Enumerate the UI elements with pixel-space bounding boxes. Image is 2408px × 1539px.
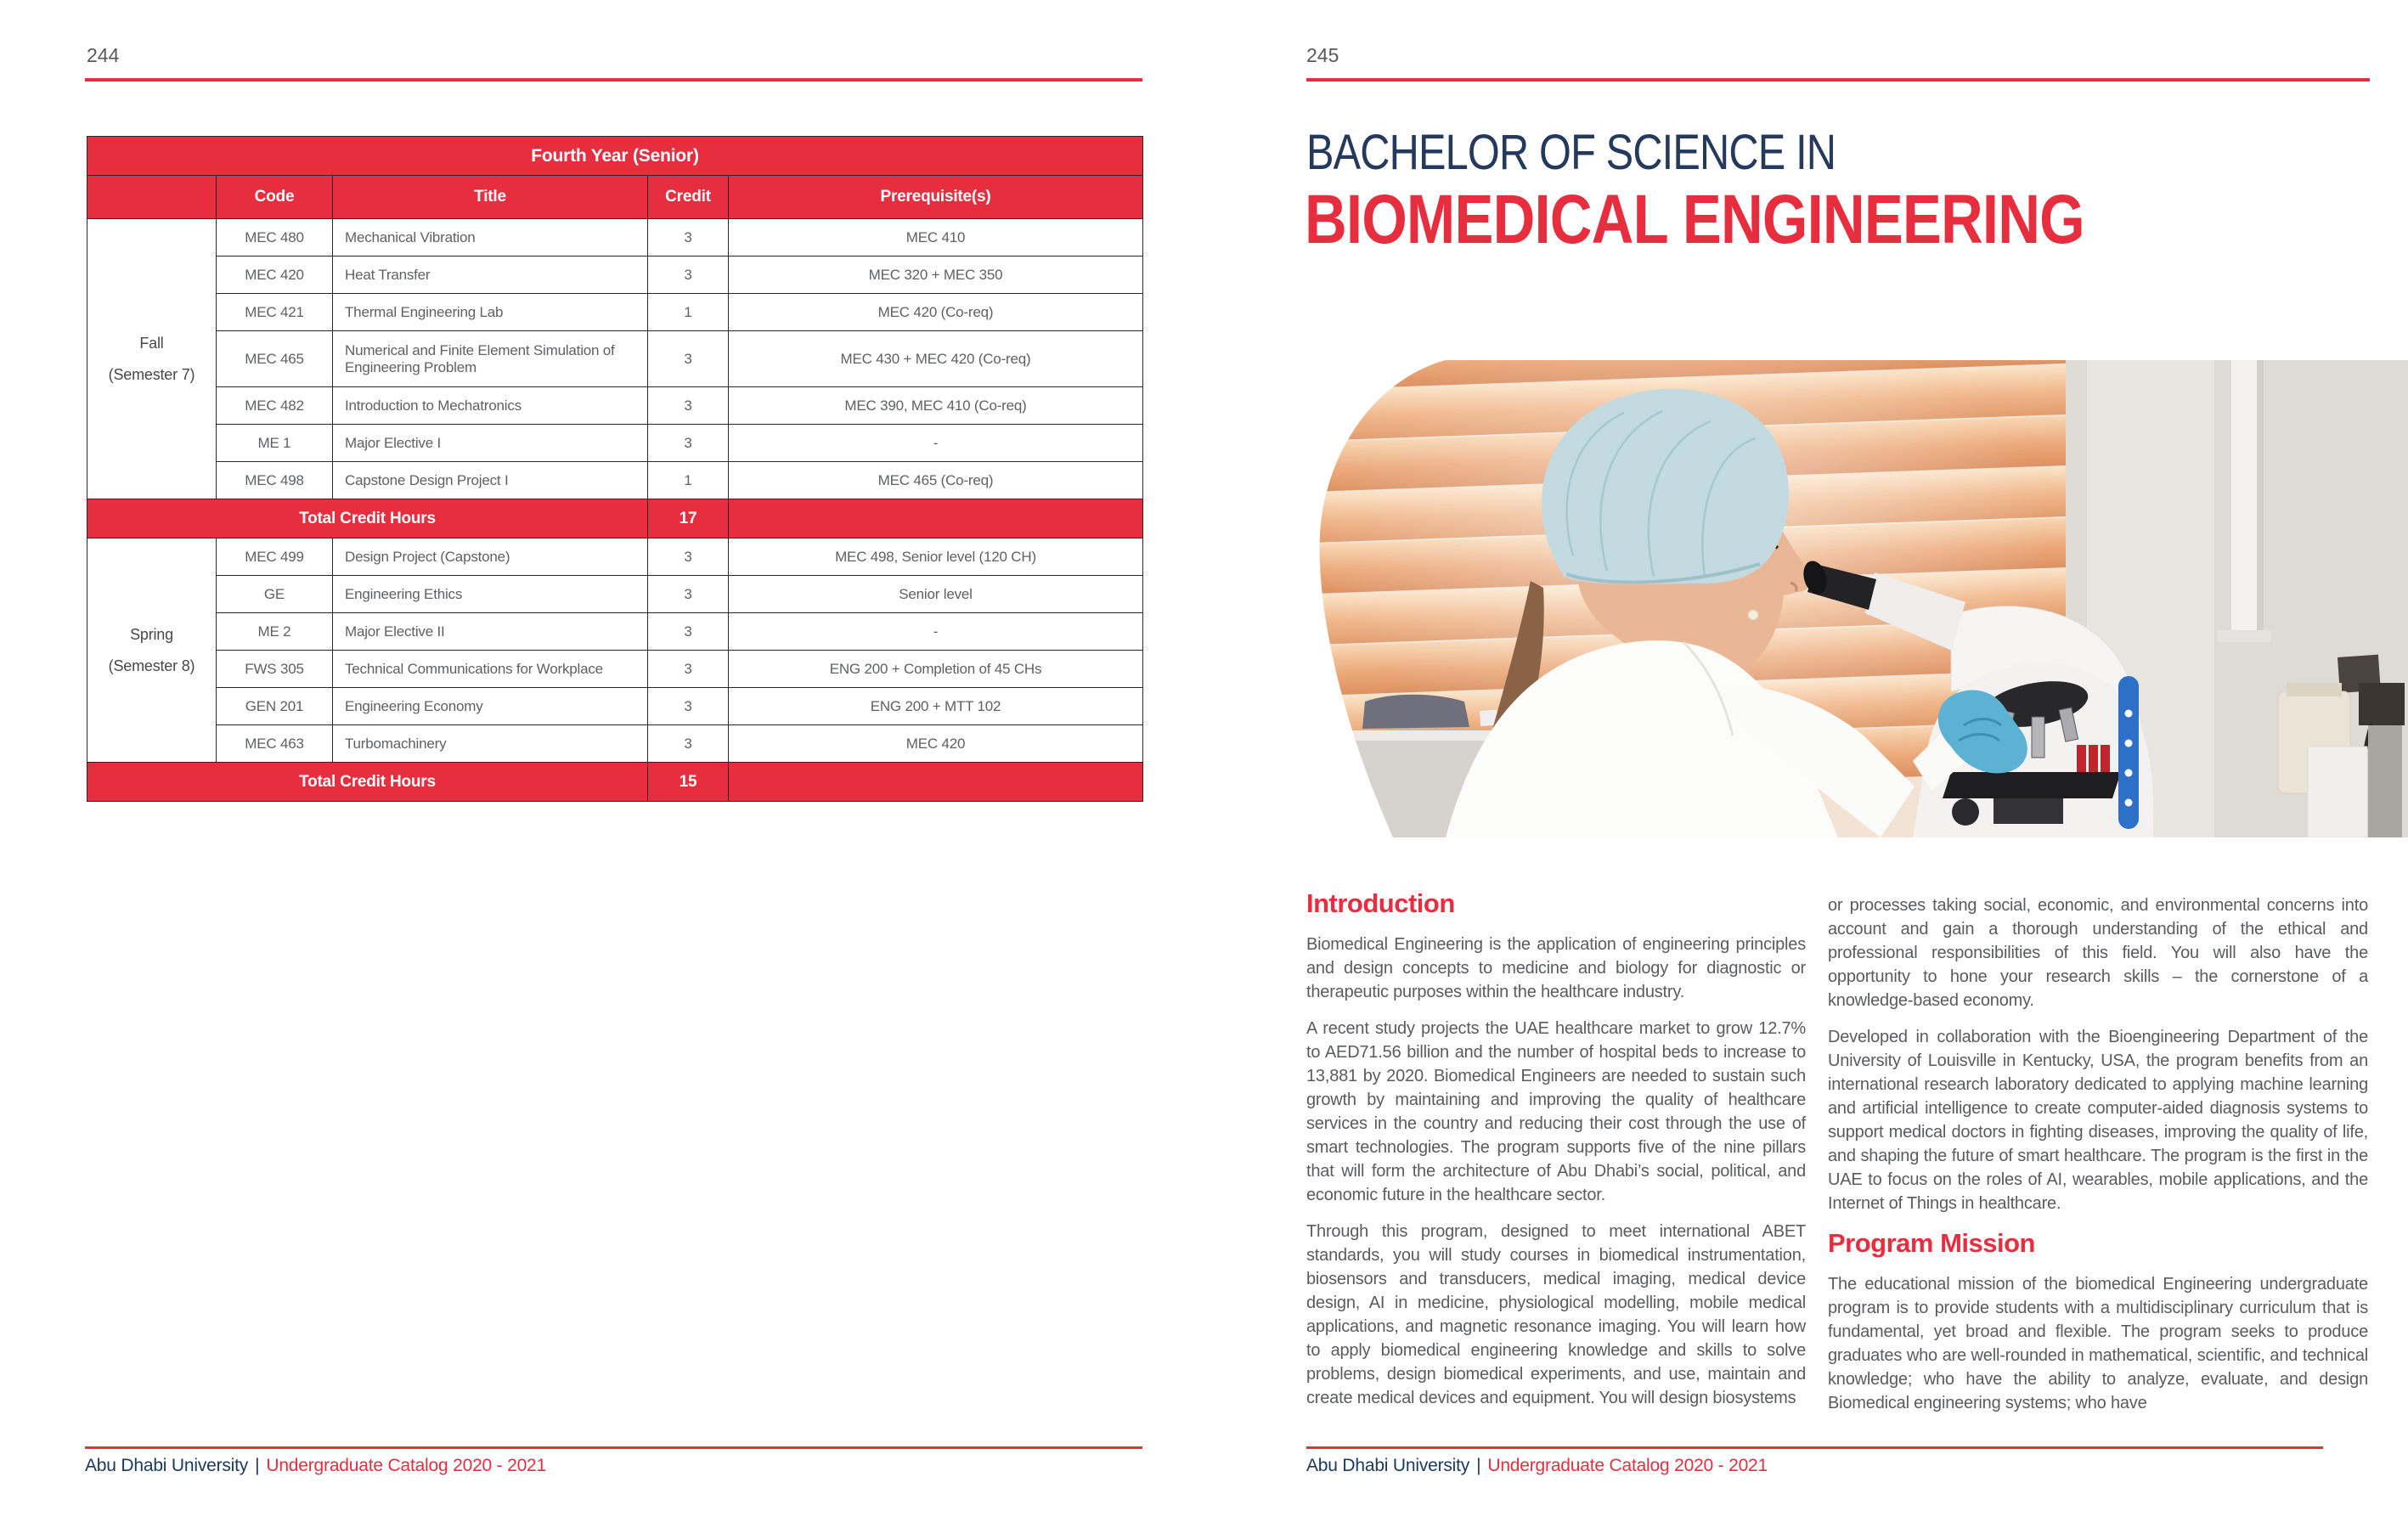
- right-footer: [1306, 1456, 1768, 1476]
- course-credit: 3: [648, 651, 729, 688]
- intro-paragraph-3: Through this program, designed to meet international ABET standards, you will study courses in biomedical instrumentation, biosensors and transducers, medical imaging, medical device design, AI in medicine, physiological modelling, mobile medical applications, and magnetic resonance imaging. You will learn how to apply biomedical engineering knowledge and skills to solve problems, design biomedical experiments, and use, maintain and create medical devices and equipment. You will design biosystems: [1306, 1222, 1806, 1407]
- table-row: [87, 256, 1143, 294]
- degree-title-line1: BACHELOR OF SCIENCE IN: [1306, 125, 1836, 180]
- footer-university: Abu Dhabi University: [85, 1456, 249, 1475]
- right-header-rule: [1306, 78, 2370, 82]
- course-prereq: MEC 420: [729, 725, 1143, 763]
- course-title: Thermal Engineering Lab: [333, 294, 648, 331]
- course-table: [87, 136, 1143, 802]
- footer-catalog: Undergraduate Catalog 2020 - 2021: [266, 1456, 547, 1475]
- table-row: [87, 576, 1143, 613]
- col-header-semester: [87, 176, 217, 219]
- semester-cell-fall: [87, 219, 217, 499]
- lab-photo-illustration: [1318, 360, 2408, 837]
- course-title: Capstone Design Project I: [333, 462, 648, 499]
- total-row-fall: [87, 499, 1143, 538]
- course-credit: 1: [648, 462, 729, 499]
- collaboration-paragraph: Developed in collaboration with the Bioengineering Department of the University of Louisville in Kentucky, USA, the program benefits from an international research laboratory dedicated to applying machine learning and artificial intelligence to create computer-aided diagnosis systems to support medical doctors in fighting diseases, improving the quality of life, and shaping the future of smart healthcare. The program is the first in the UAE to focus on the roles of AI, wearables, mobile applications, and the Internet of Things in healthcare.: [1828, 1028, 2368, 1213]
- right-column: [1828, 894, 2368, 1428]
- course-code: MEC 465: [217, 331, 333, 387]
- right-page-number: 245: [1306, 44, 1339, 66]
- course-credit: 3: [648, 725, 729, 763]
- course-title: Mechanical Vibration: [333, 219, 648, 256]
- total-value: 17: [648, 499, 729, 538]
- left-footer: [85, 1456, 546, 1476]
- table-title: Fourth Year (Senior): [87, 137, 1143, 176]
- total-empty-cell: [729, 499, 1143, 538]
- table-row: [87, 425, 1143, 462]
- col-header-title: Title: [333, 176, 648, 219]
- footer-university: Abu Dhabi University: [1306, 1456, 1470, 1475]
- course-code: MEC 480: [217, 219, 333, 256]
- semester-cell-spring: [87, 538, 217, 763]
- col-header-credit: Credit: [648, 176, 729, 219]
- intro-paragraph-1: Biomedical Engineering is the application of engineering principles and design concepts to medicine and biology for diagnostic or therapeutic purposes within the healthcare industry.: [1306, 935, 1806, 1001]
- course-prereq: MEC 420 (Co-req): [729, 294, 1143, 331]
- semester-name: Fall: [139, 334, 164, 352]
- semester-name: Spring: [130, 625, 173, 643]
- course-code: ME 1: [217, 425, 333, 462]
- course-prereq: MEC 498, Senior level (120 CH): [729, 538, 1143, 576]
- course-code: GEN 201: [217, 688, 333, 725]
- total-label: Total Credit Hours: [87, 499, 648, 538]
- course-code: ME 2: [217, 613, 333, 651]
- course-prereq: MEC 430 + MEC 420 (Co-req): [729, 331, 1143, 387]
- mission-heading: Program Mission: [1828, 1228, 2035, 1258]
- course-credit: 3: [648, 219, 729, 256]
- course-prereq: -: [729, 425, 1143, 462]
- course-title: Introduction to Mechatronics: [333, 387, 648, 425]
- total-empty-cell: [729, 763, 1143, 802]
- course-title: Design Project (Capstone): [333, 538, 648, 576]
- col-header-code: Code: [217, 176, 333, 219]
- right-footer-rule: [1306, 1446, 2323, 1449]
- course-code: MEC 463: [217, 725, 333, 763]
- left-page-number: 244: [87, 44, 120, 66]
- footer-separator: |: [255, 1456, 260, 1475]
- course-code: MEC 498: [217, 462, 333, 499]
- intro-continuation-paragraph: or processes taking social, economic, and environmental concerns into account and gain a thorough understanding of the ethical and professional responsibilities of this field. You will also have the opportunity to hone your research skills – the cornerstone of a knowledge-based economy.: [1828, 896, 2368, 1010]
- course-prereq: ENG 200 + MTT 102: [729, 688, 1143, 725]
- course-code: MEC 482: [217, 387, 333, 425]
- table-row: [87, 688, 1143, 725]
- degree-title-line2: BIOMEDICAL ENGINEERING: [1305, 181, 2084, 258]
- course-credit: 3: [648, 331, 729, 387]
- course-title: Numerical and Finite Element Simulation of Engineering Problem: [333, 331, 648, 387]
- table-row: [87, 294, 1143, 331]
- semester-number: (Semester 7): [108, 365, 195, 383]
- course-title: Major Elective II: [333, 613, 648, 651]
- total-row-spring: [87, 763, 1143, 802]
- mission-paragraph: The educational mission of the biomedical Engineering undergraduate program is to provide students with a multidisciplinary curriculum that is fundamental, yet broad and flexible. The program seeks to produce graduates who are well-rounded in mathematical, scientific, and technical knowledge; who have the ability to analyze, evaluate, and design Biomedical engineering systems; who have: [1828, 1275, 2368, 1412]
- intro-paragraph-2: A recent study projects the UAE healthcare market to grow 12.7% to AED71.56 billion and the number of hospital beds to increase to 13,881 by 2020. Biomedical Engineers are needed to sustain such growth by maintaining and improving the quality of healthcare services in the country and reducing their cost through the use of smart technologies. The program supports five of the nine pillars that will form the architecture of Abu Dhabi’s social, political, and economic future in the healthcare sector.: [1306, 1019, 1806, 1204]
- course-credit: 3: [648, 256, 729, 294]
- course-credit: 1: [648, 294, 729, 331]
- course-title: Technical Communications for Workplace: [333, 651, 648, 688]
- table-row: [87, 331, 1143, 387]
- course-prereq: MEC 410: [729, 219, 1143, 256]
- course-code: MEC 420: [217, 256, 333, 294]
- table-row: [87, 462, 1143, 499]
- left-footer-rule: [85, 1446, 1142, 1449]
- course-code: MEC 499: [217, 538, 333, 576]
- course-credit: 3: [648, 688, 729, 725]
- table-row: [87, 538, 1143, 576]
- course-title: Engineering Economy: [333, 688, 648, 725]
- course-code: MEC 421: [217, 294, 333, 331]
- course-title: Engineering Ethics: [333, 576, 648, 613]
- course-prereq: MEC 390, MEC 410 (Co-req): [729, 387, 1143, 425]
- course-prereq: Senior level: [729, 576, 1143, 613]
- footer-separator: |: [1476, 1456, 1481, 1475]
- footer-catalog: Undergraduate Catalog 2020 - 2021: [1487, 1456, 1768, 1475]
- course-title: Turbomachinery: [333, 725, 648, 763]
- course-prereq: ENG 200 + Completion of 45 CHs: [729, 651, 1143, 688]
- total-value: 15: [648, 763, 729, 802]
- col-header-prereq: Prerequisite(s): [729, 176, 1143, 219]
- table-row: [87, 651, 1143, 688]
- table-row: [87, 219, 1143, 256]
- course-credit: 3: [648, 538, 729, 576]
- course-prereq: -: [729, 613, 1143, 651]
- course-prereq: MEC 320 + MEC 350: [729, 256, 1143, 294]
- table-row: [87, 387, 1143, 425]
- course-prereq: MEC 465 (Co-req): [729, 462, 1143, 499]
- intro-column: [1306, 888, 1806, 1423]
- table-row: [87, 613, 1143, 651]
- course-title: Major Elective I: [333, 425, 648, 462]
- course-code: GE: [217, 576, 333, 613]
- left-header-rule: [85, 78, 1142, 82]
- semester-number: (Semester 8): [108, 657, 195, 674]
- course-code: FWS 305: [217, 651, 333, 688]
- course-credit: 3: [648, 387, 729, 425]
- intro-heading: Introduction: [1306, 888, 1455, 918]
- course-credit: 3: [648, 425, 729, 462]
- course-credit: 3: [648, 576, 729, 613]
- course-title: Heat Transfer: [333, 256, 648, 294]
- total-label: Total Credit Hours: [87, 763, 648, 802]
- course-credit: 3: [648, 613, 729, 651]
- program-photo: [1318, 360, 2408, 837]
- table-row: [87, 725, 1143, 763]
